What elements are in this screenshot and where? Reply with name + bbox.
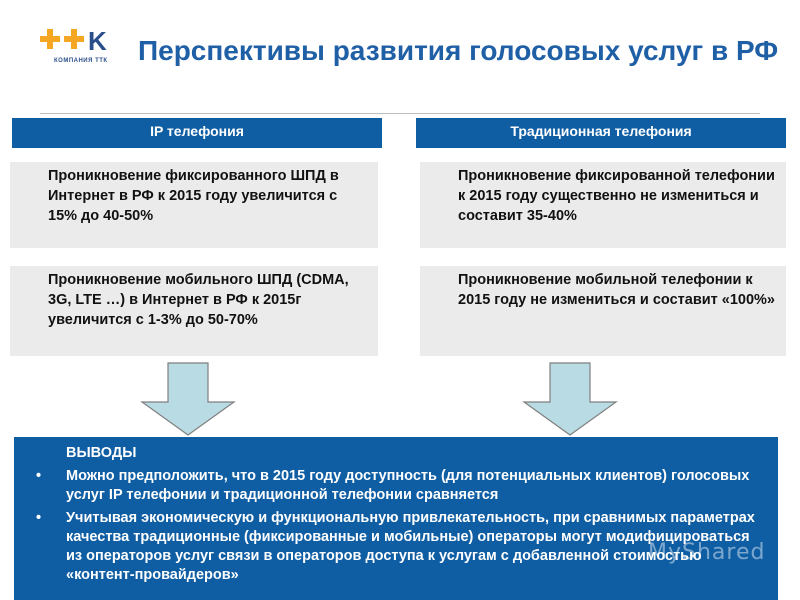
- logo-subtitle: КОМПАНИЯ ТТК: [54, 58, 108, 64]
- bullet-icon: •: [36, 468, 42, 484]
- card-trad-mobile: Проникновение мобильной телефонии к 2015 году не измениться и составит «100%»: [420, 266, 786, 356]
- card-ip-fixed: Проникновение фиксированного ШПД в Интернет в РФ к 2015 году увеличится с 15% до 40-50%: [10, 162, 378, 248]
- watermark: MyShared: [648, 540, 766, 565]
- conclusion-text: Учитывая экономическую и функциональную привлекательность, при сравнимых параметрах качества традиционные (фиксированные и мобильные) операторы могут модифицироваться из операторов услуг связи в операторов доступа к услугам с добавленной стоимостью «контент-провайдеров»: [66, 510, 755, 583]
- conclusion-item: [36, 467, 760, 505]
- header-ip-telephony: IP телефония: [12, 118, 382, 148]
- down-arrow-icon: [522, 362, 618, 436]
- card-ip-mobile: Проникновение мобильного ШПД (CDMA, 3G, LTE …) в Интернет в РФ к 2015г увеличится с 1-3% до 50-70%: [10, 266, 378, 356]
- conclusion-text: Можно предположить, что в 2015 году доступность (для потенциальных клиентов) голосовых услуг IP телефонии и традиционной телефонии сравняется: [66, 468, 750, 503]
- conclusions-panel: [14, 437, 778, 600]
- card-trad-fixed: Проникновение фиксированной телефонии к 2015 году существенно не измениться и составит 35-40%: [420, 162, 786, 248]
- down-arrow-icon: [140, 362, 236, 436]
- svg-text:K: K: [88, 26, 107, 56]
- title-divider: [40, 113, 760, 114]
- bullet-icon: •: [36, 510, 42, 526]
- page-title: Перспективы развития голосовых услуг в РФ: [138, 35, 779, 66]
- header-traditional-telephony: Традиционная телефония: [416, 118, 786, 148]
- conclusions-title: ВЫВОДЫ: [66, 445, 137, 461]
